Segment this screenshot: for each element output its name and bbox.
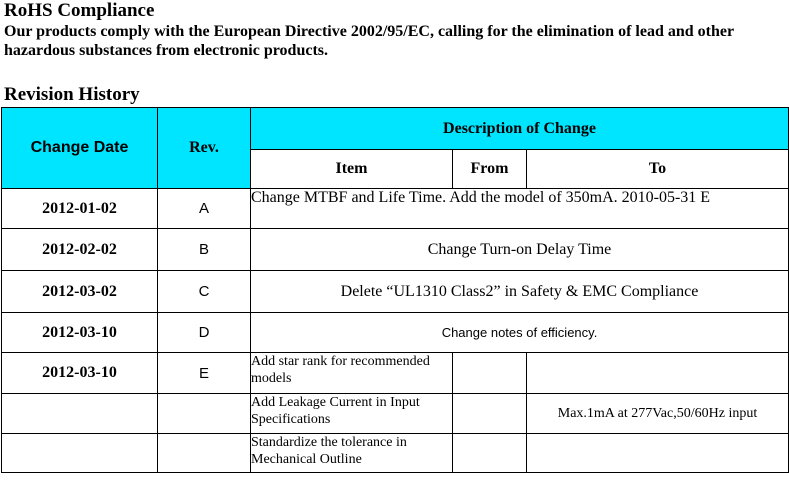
- row-item: Standardize the tolerance in Mechanical Outline: [251, 434, 453, 473]
- row-date: 2012-03-10: [2, 313, 158, 353]
- row-rev: C: [158, 271, 251, 313]
- row-rev: A: [158, 189, 251, 229]
- revision-table: [1, 107, 789, 473]
- header-item: Item: [251, 150, 453, 189]
- row-from: [453, 394, 527, 434]
- row-from: [453, 434, 527, 473]
- row-date: 2012-03-10: [2, 353, 158, 394]
- row-description: Delete “UL1310 Class2” in Safety & EMC Compliance: [251, 271, 789, 313]
- row-item: Add star rank for recommended models: [251, 353, 453, 394]
- rohs-title: RoHS Compliance: [4, 0, 155, 21]
- row-rev: E: [158, 353, 251, 394]
- row-to: [527, 353, 789, 394]
- row-from: [453, 353, 527, 394]
- row-description: Change Turn-on Delay Time: [251, 229, 789, 271]
- row-description: Change notes of efficiency.: [251, 313, 789, 353]
- header-rev: Rev.: [158, 108, 251, 189]
- row-date: [2, 434, 158, 473]
- header-change-date: Change Date: [2, 108, 158, 189]
- rohs-statement: Our products comply with the European Directive 2002/95/EC, calling for the elimination of lead and other hazardous substances from electronic products.: [4, 23, 734, 59]
- row-item: Add Leakage Current in Input Specifications: [251, 394, 453, 434]
- row-rev: D: [158, 313, 251, 353]
- row-to: Max.1mA at 277Vac,50/60Hz input: [527, 394, 789, 434]
- row-rev: [158, 434, 251, 473]
- header-to: To: [527, 150, 789, 189]
- revision-history-title: Revision History: [4, 84, 140, 105]
- row-description: Change MTBF and Life Time. Add the model of 350mA. 2010-05-31 E: [251, 189, 789, 229]
- row-to: [527, 434, 789, 473]
- row-date: 2012-03-02: [2, 271, 158, 313]
- row-rev: [158, 394, 251, 434]
- header-description: Description of Change: [251, 108, 789, 150]
- row-date: 2012-01-02: [2, 189, 158, 229]
- header-from: From: [453, 150, 527, 189]
- row-rev: B: [158, 229, 251, 271]
- row-date: [2, 394, 158, 434]
- row-date: 2012-02-02: [2, 229, 158, 271]
